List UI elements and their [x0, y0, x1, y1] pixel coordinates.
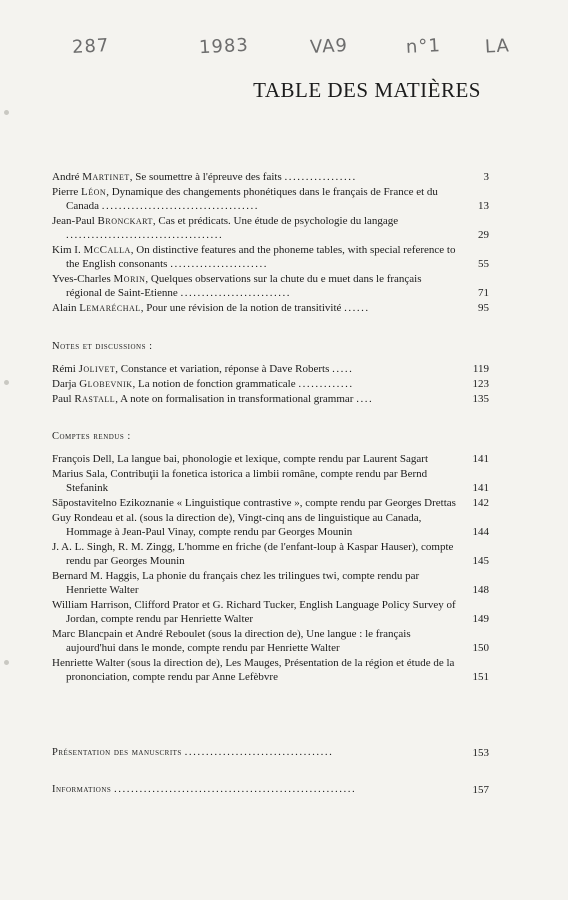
page-number: 55 [478, 258, 489, 270]
toc-entry[interactable]: Jean-Paul Bronckart, Cas et prédicats. Une étude de psychologie du langage ..................................... 29 [52, 215, 489, 241]
toc-entry[interactable]: François Dell, La langue bai, phonologie et lexique, compte rendu par Laurent Sagart 141 [52, 453, 489, 465]
page-number: 29 [478, 229, 489, 241]
toc-entry[interactable]: William Harrison, Clifford Prator et G. Richard Tucker, English Language Policy Survey of Jordan, compte rendu par Henriette Walter 149 [52, 599, 489, 625]
toc-entry[interactable]: Présentation des manuscrits ................................... 153 [52, 746, 489, 759]
toc-entry[interactable]: Alain Lemaréchal, Pour une révision de la notion de transitivité ...... 95 [52, 302, 489, 314]
page-title: TABLE DES MATIÈRES [253, 78, 481, 102]
toc-entry[interactable]: Guy Rondeau et al. (sous la direction de), Vingt-cinq ans de linguistique au Canada, Hommage à Jean-Paul Vinay, compte rendu par Georges Mounin 144 [52, 512, 489, 538]
toc-entry[interactable]: Darja Globevnik, La notion de fonction grammaticale ............. 123 [52, 378, 489, 390]
punch-hole [4, 110, 9, 115]
toc-entry[interactable]: André Martinet, Se soumettre à l'épreuve des faits ................. 3 [52, 171, 489, 183]
section-heading: Comptes rendus : [52, 431, 131, 442]
annotation-issue: n°1 [405, 35, 442, 58]
page-number: 157 [472, 784, 489, 796]
toc-entry[interactable]: Bernard M. Haggis, La phonie du français chez les trilingues twi, compte rendu par Henriette Walter 148 [52, 570, 489, 596]
page-number: 145 [472, 555, 489, 567]
page-number: 141 [472, 453, 489, 465]
toc-entry[interactable]: Marc Blancpain et André Reboulet (sous la direction de), Une langue : le français aujourd'hui dans le monde, compte rendu par Henriette Walter 150 [52, 628, 489, 654]
section-heading: Notes et discussions : [52, 341, 153, 352]
page-number: 95 [478, 302, 489, 314]
reviews-section [52, 430, 489, 685]
punch-hole [4, 380, 9, 385]
page-number: 119 [472, 363, 489, 375]
page-number: 144 [472, 526, 489, 538]
toc-entry[interactable]: J. A. L. Singh, R. M. Zingg, L'homme en friche (de l'enfant-loup à Kaspar Hauser), compte rendu par Georges Mounin 145 [52, 541, 489, 567]
page-number: 142 [472, 497, 489, 509]
notes-section [52, 340, 489, 407]
closing-section [52, 745, 489, 798]
page-number: 13 [478, 200, 489, 212]
toc-entry[interactable]: Informations ......................................................... 157 [52, 783, 489, 796]
toc-entry[interactable]: Yves-Charles Morin, Quelques observations sur la chute du e muet dans le français régional de Saint-Etienne .......................... 71 [52, 273, 489, 299]
page-number: 149 [472, 613, 489, 625]
toc-entry[interactable]: Sāpostavitelno Ezikoznanie « Linguistique contrastive », compte rendu par Georges Drettas 142 [52, 497, 489, 509]
page-number: 151 [472, 671, 489, 683]
annotation-code: LA [484, 35, 511, 58]
page-number: 71 [478, 287, 489, 299]
toc-entry[interactable]: Marius Sala, Contribuţii la fonetica istorica a limbii române, compte rendu par Bernd Stefanink 141 [52, 468, 489, 494]
annotation-volume: VA9 [309, 35, 349, 58]
page-number: 3 [483, 171, 489, 183]
page-number: 148 [472, 584, 489, 596]
page-number: 150 [472, 642, 489, 654]
punch-hole [4, 660, 9, 665]
page-number: 123 [472, 378, 489, 390]
page-number: 135 [472, 393, 489, 405]
page-number: 153 [472, 747, 489, 759]
toc-entry[interactable]: Henriette Walter (sous la direction de), Les Mauges, Présentation de la région et étude de la prononciation, compte rendu par Anne Lefèbvre 151 [52, 657, 489, 683]
page-number: 141 [472, 482, 489, 494]
annotation-year: 1983 [198, 34, 250, 59]
articles-list [52, 170, 489, 316]
annotation-number: 287 [71, 35, 110, 58]
toc-entry[interactable]: Kim I. McCalla, On distinctive features and the phoneme tables, with special reference to the English consonants ....................... 55 [52, 244, 489, 270]
toc-entry[interactable]: Rémi Jolivet, Constance et variation, réponse à Dave Roberts ..... 119 [52, 363, 489, 375]
toc-entry[interactable]: Paul Rastall, A note on formalisation in transformational grammar .... 135 [52, 393, 489, 405]
toc-entry[interactable]: Pierre Léon, Dynamique des changements phonétiques dans le français de France et du Canada ..................................... 13 [52, 186, 489, 212]
